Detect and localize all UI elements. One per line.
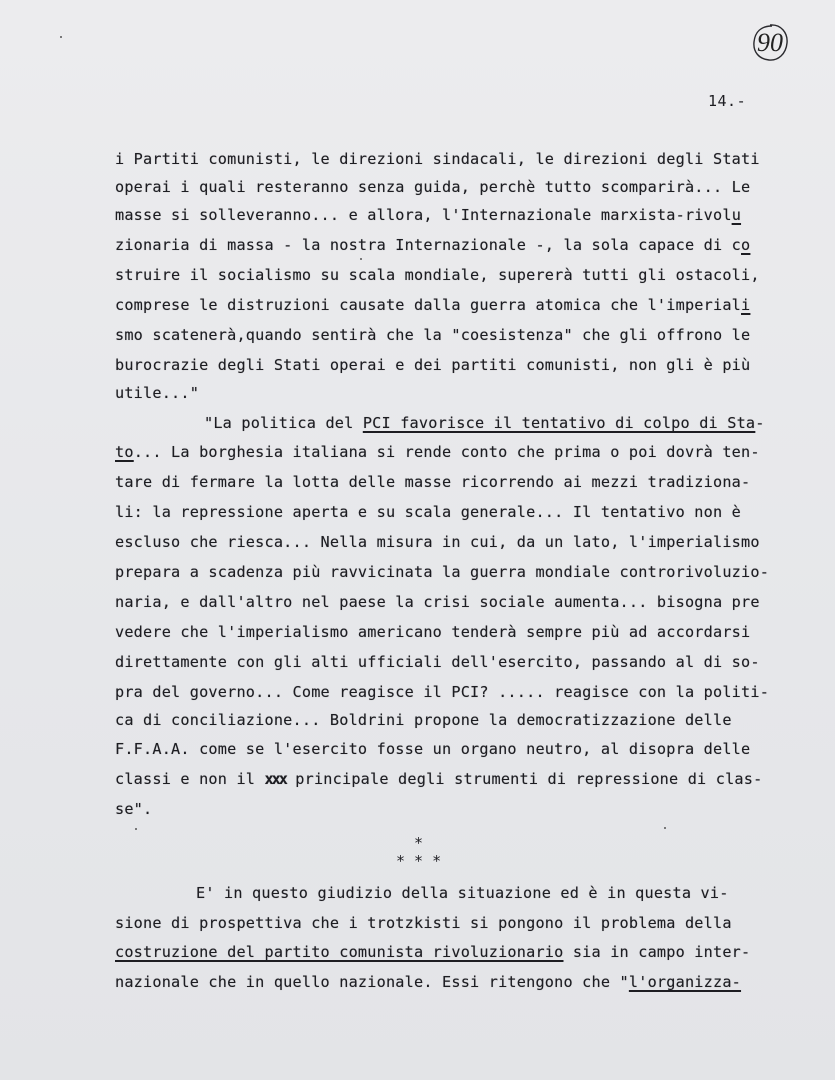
underlined-fragment: u xyxy=(731,206,742,224)
text-line: direttamente con gli alti ufficiali dell'esercito, passando al di so- xyxy=(115,653,760,671)
underlined-fragment: o xyxy=(741,236,751,254)
text-line: F.F.A.A. come se l'esercito fosse un organo neutro, al disopra delle xyxy=(115,740,751,758)
text-line: se". xyxy=(115,800,153,818)
text-line: utile..." xyxy=(115,384,200,402)
separator-top: * xyxy=(414,834,424,852)
text-fragment: "La politica del xyxy=(204,414,363,432)
text-line: li: la repressione aperta e su scala generale... Il tentativo non è xyxy=(115,503,742,521)
scan-speck xyxy=(664,827,666,829)
page-number: 14.- xyxy=(708,92,747,110)
text-fragment: sia in campo inter- xyxy=(563,943,751,961)
text-line: operai i quali resteranno senza guida, perchè tutto scomparirà... Le xyxy=(115,178,751,196)
underlined-fragment: costruzione del partito comunista rivoluzionario xyxy=(115,943,564,961)
text-fragment: nazionale che in quello nazionale. Essi ritengono che " xyxy=(115,973,629,991)
text-line xyxy=(115,973,741,991)
underlined-fragment: PCI favorisce il tentativo di colpo di Sta xyxy=(362,414,756,432)
struck-out-text: xxx xyxy=(264,770,286,788)
text-fragment: classi e non il xyxy=(115,770,265,788)
text-fragment: principale degli strumenti di repressione di clas- xyxy=(285,770,763,788)
text-line: i Partiti comunisti, le direzioni sindacali, le direzioni degli Stati xyxy=(115,150,760,168)
text-line xyxy=(115,206,741,224)
text-fragment: comprese le distruzioni causate dalla guerra atomica che l'imperial xyxy=(115,296,742,314)
text-line: sione di prospettiva che i trotzkisti si pongono il problema della xyxy=(115,914,732,932)
text-line xyxy=(115,236,750,254)
folio-stamp xyxy=(750,22,790,64)
underlined-fragment: to xyxy=(115,443,134,461)
text-line: struire il socialismo su scala mondiale, supererà tutti gli ostacoli, xyxy=(115,266,760,284)
text-line xyxy=(115,296,750,314)
text-line xyxy=(115,943,750,961)
underlined-fragment: i xyxy=(741,296,751,314)
text-line: ca di conciliazione... Boldrini propone la democratizzazione delle xyxy=(115,711,732,729)
scan-speck xyxy=(360,258,362,260)
text-fragment: ... La borghesia italiana si rende conto che prima o poi dovrà ten- xyxy=(133,443,760,461)
text-line: E' in questo giudizio della situazione ed è in questa vi- xyxy=(196,884,729,902)
text-line: prepara a scadenza più ravvicinata la guerra mondiale controrivoluzio- xyxy=(115,563,770,581)
text-line: vedere che l'imperialismo americano tenderà sempre più ad accordarsi xyxy=(115,623,751,641)
text-line: escluso che riesca... Nella misura in cui, da un lato, l'imperialismo xyxy=(115,533,760,551)
text-line xyxy=(115,770,762,788)
text-fragment: masse si solleveranno... e allora, l'Internazionale marxista-rivol xyxy=(115,206,732,224)
text-line: pra del governo... Come reagisce il PCI? ..... reagisce con la politi- xyxy=(115,683,770,701)
text-line: tare di fermare la lotta delle masse ricorrendo ai mezzi tradiziona- xyxy=(115,473,751,491)
text-fragment: zionaria di massa - la nostra Internazionale -, la sola capace di c xyxy=(115,236,742,254)
scan-speck xyxy=(60,36,62,38)
text-line: naria, e dall'altro nel paese la crisi sociale aumenta... bisogna pre xyxy=(115,593,760,611)
text-line xyxy=(204,414,765,432)
text-line: burocrazie degli Stati operai e dei partiti comunisti, non gli è più xyxy=(115,356,751,374)
text-fragment: - xyxy=(755,414,765,432)
text-line xyxy=(115,443,760,461)
separator-bottom: * * * xyxy=(396,852,442,870)
scan-speck xyxy=(135,828,137,830)
underlined-fragment: l'organizza- xyxy=(628,973,742,991)
text-line: smo scatenerà,quando sentirà che la "coesistenza" che gli offrono le xyxy=(115,326,751,344)
folio-number: 90 xyxy=(757,28,783,57)
